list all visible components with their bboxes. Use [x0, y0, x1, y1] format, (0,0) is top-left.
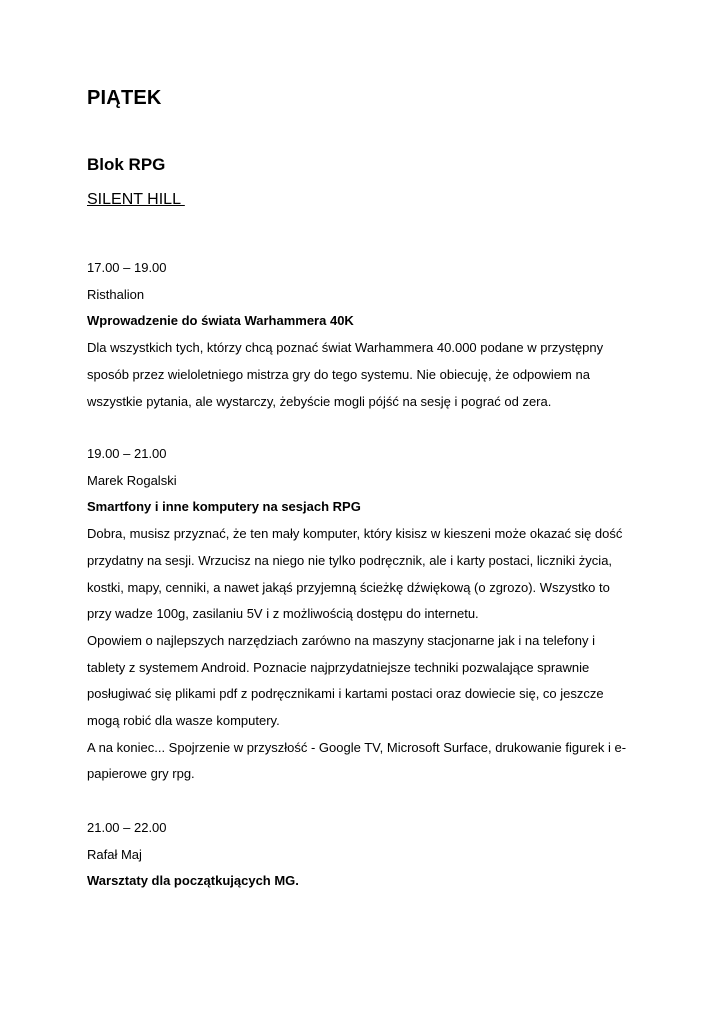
session-presenter: Marek Rogalski	[87, 472, 177, 488]
session-2	[87, 441, 647, 788]
day-heading: PIĄTEK	[87, 87, 162, 109]
session-time: 19.00 – 21.00	[87, 446, 167, 461]
session-title: Smartfony i inne komputery na sesjach RPG	[87, 499, 361, 515]
session-presenter: Rafał Maj	[87, 846, 142, 862]
session-description-line: kostki, mapy, cenniki, a nawet jakąś przyjemną ścieżkę dźwiękową (o zgrozo). Wszystko to	[87, 579, 610, 595]
block-subtitle: SILENT HILL	[87, 191, 185, 208]
session-description-line: mogą robić dla wasze komputery.	[87, 713, 280, 729]
session-description-line: przydatny na sesji. Wrzucisz na niego nie tylko podręcznik, ale i karty postaci, liczniki życia,	[87, 552, 613, 568]
session-description-line: posługiwać się plikami pdf z podręcznikami i kartami postaci oraz dowiecie się, co jeszcze	[87, 686, 604, 702]
session-description-line: wszystkie pytania, ale wystarczy, żebyście mogli pójść na sesję i pograć od zera.	[87, 393, 552, 409]
session-presenter: Risthalion	[87, 286, 145, 302]
session-title: Warsztaty dla początkujących MG.	[87, 873, 299, 889]
session-description-line: A na koniec... Spojrzenie w przyszłość - Google TV, Microsoft Surface, drukowanie figurek i e-	[87, 739, 627, 755]
session-description-line: przy wadze 100g, zasilaniu 5V i z możliwością dostępu do internetu.	[87, 606, 479, 622]
session-description-line: tablety z systemem Android. Poznacie najprzydatniejsze techniki pozwalające sprawnie	[87, 659, 590, 675]
session-time: 21.00 – 22.00	[87, 820, 167, 835]
session-description-line: Dobra, musisz przyznać, że ten mały komputer, który kisisz w kieszeni może okazać się dość	[87, 526, 623, 542]
session-description-line: Opowiem o najlepszych narzędziach zarówno na maszyny stacjonarne jak i na telefony i	[87, 632, 595, 648]
session-title: Wprowadzenie do świata Warhammera 40K	[87, 313, 354, 329]
session-time: 17.00 – 19.00	[87, 260, 167, 275]
session-description-line: Dla wszystkich tych, którzy chcą poznać świat Warhammera 40.000 podane w przystępny	[87, 340, 604, 356]
block-title: Blok RPG	[87, 155, 166, 174]
session-description-line: sposób przez wieloletniego mistrza gry do tego systemu. Nie obiecuję, że odpowiem na	[87, 366, 590, 382]
session-3	[87, 815, 647, 895]
session-1	[87, 255, 647, 415]
session-description-line: papierowe gry rpg.	[87, 766, 195, 782]
